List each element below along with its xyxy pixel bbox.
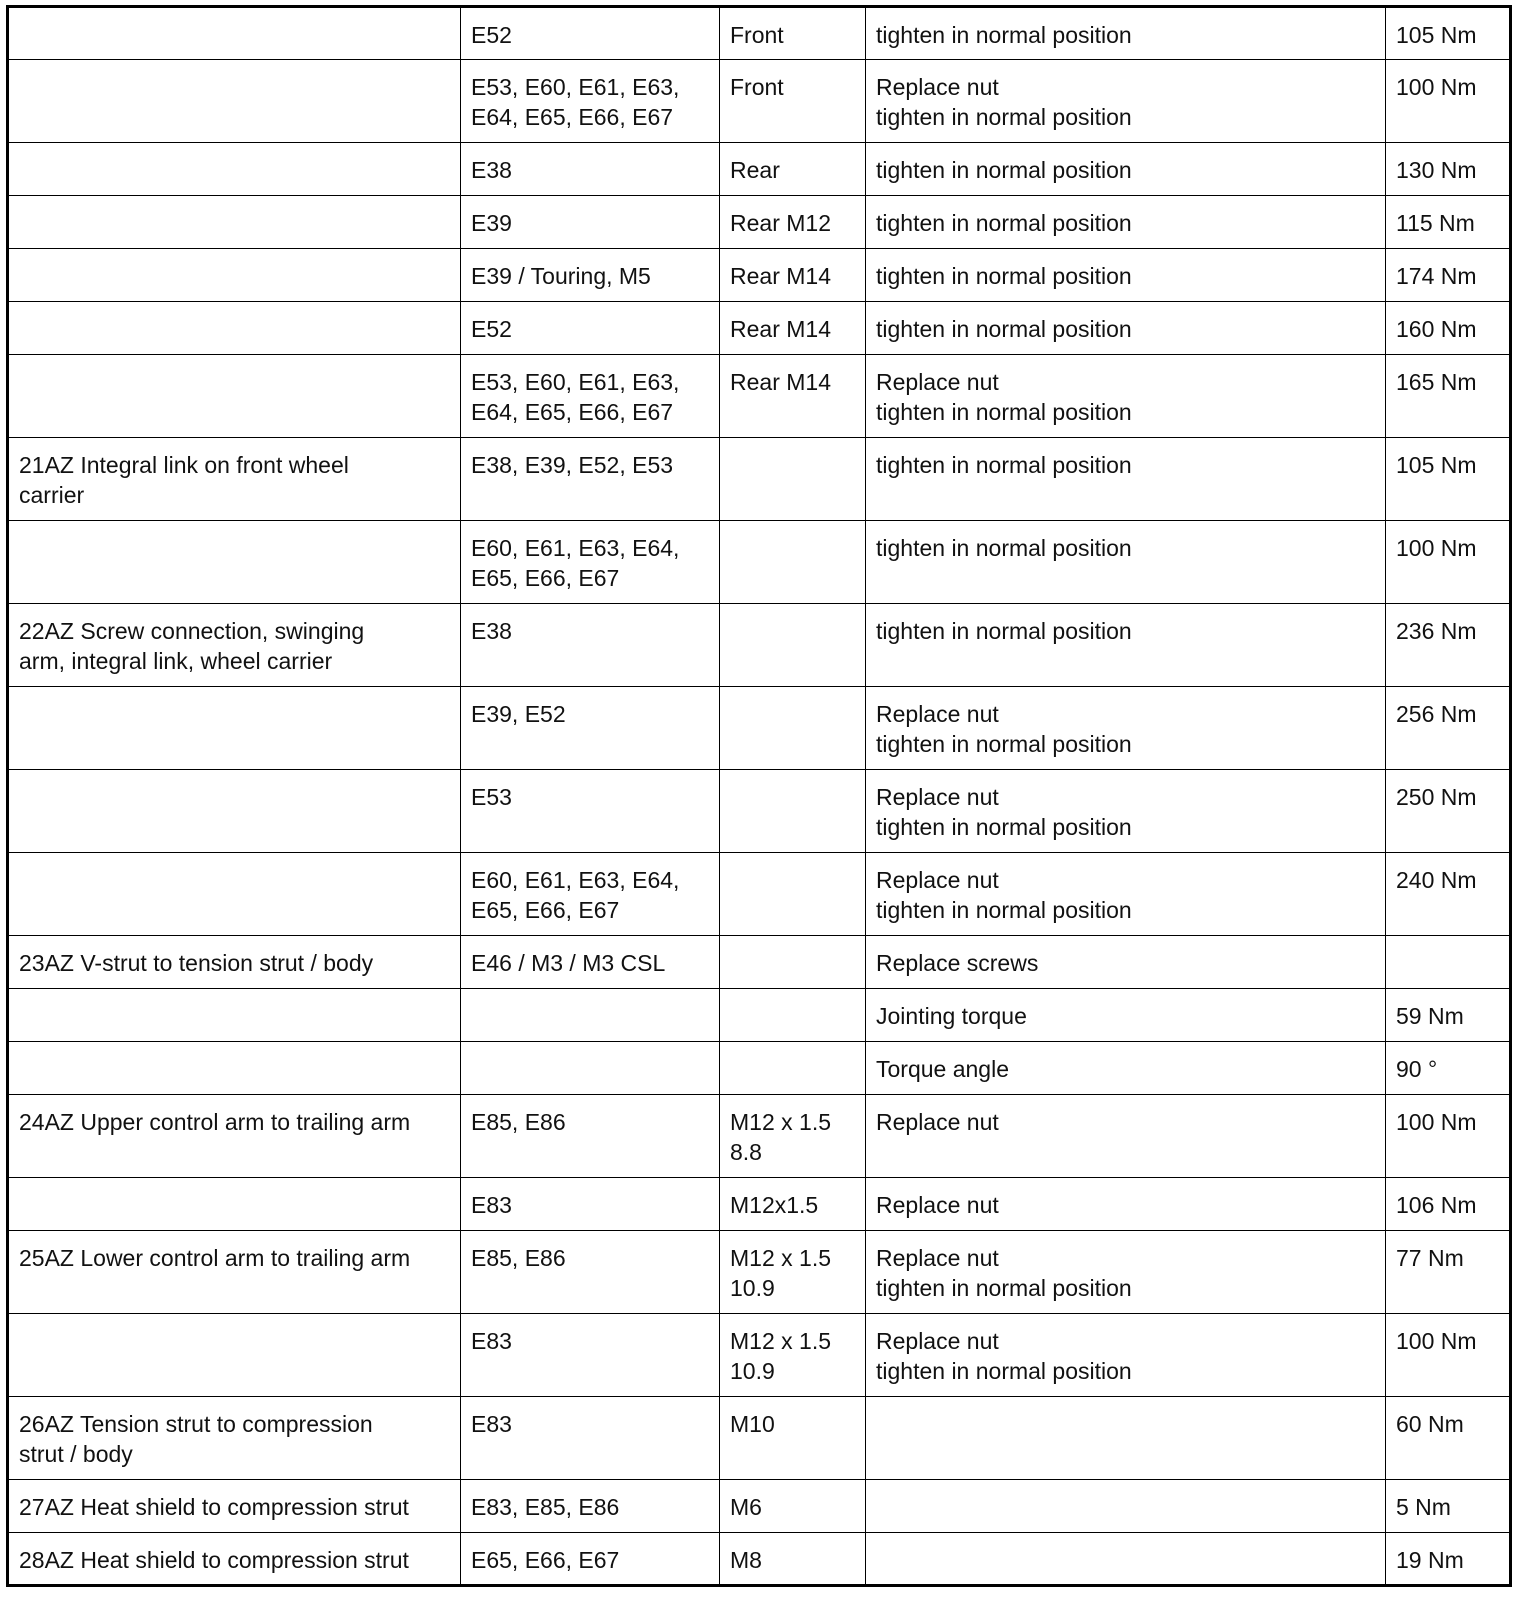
instruction-cell: Replace nut tighten in normal position bbox=[866, 60, 1386, 143]
position-cell bbox=[720, 989, 866, 1042]
item-cell: 25AZ Lower control arm to trailing arm bbox=[8, 1231, 461, 1314]
torque-value-cell: 174 Nm bbox=[1386, 249, 1511, 302]
table-row bbox=[8, 1178, 1511, 1231]
instruction-cell: Replace nut bbox=[866, 1095, 1386, 1178]
position-cell: M12 x 1.5 8.8 bbox=[720, 1095, 866, 1178]
torque-value-cell: 77 Nm bbox=[1386, 1231, 1511, 1314]
torque-value-cell: 115 Nm bbox=[1386, 196, 1511, 249]
torque-value-cell: 236 Nm bbox=[1386, 604, 1511, 687]
item-cell bbox=[8, 196, 461, 249]
position-cell: Rear M14 bbox=[720, 355, 866, 438]
position-cell bbox=[720, 521, 866, 604]
item-cell bbox=[8, 60, 461, 143]
position-cell: Rear M12 bbox=[720, 196, 866, 249]
models-cell: E39 / Touring, M5 bbox=[461, 249, 720, 302]
table-row bbox=[8, 60, 1511, 143]
position-cell bbox=[720, 1042, 866, 1095]
models-cell: E65, E66, E67 bbox=[461, 1533, 720, 1586]
instruction-cell: Replace nut tighten in normal position bbox=[866, 1231, 1386, 1314]
instruction-cell: Replace nut tighten in normal position bbox=[866, 687, 1386, 770]
instruction-cell: Replace screws bbox=[866, 936, 1386, 989]
position-cell bbox=[720, 438, 866, 521]
torque-value-cell: 100 Nm bbox=[1386, 1095, 1511, 1178]
models-cell: E60, E61, E63, E64, E65, E66, E67 bbox=[461, 853, 720, 936]
torque-value-cell: 100 Nm bbox=[1386, 60, 1511, 143]
position-cell: Rear M14 bbox=[720, 302, 866, 355]
torque-value-cell: 106 Nm bbox=[1386, 1178, 1511, 1231]
models-cell bbox=[461, 989, 720, 1042]
models-cell: E85, E86 bbox=[461, 1231, 720, 1314]
item-cell bbox=[8, 355, 461, 438]
item-cell bbox=[8, 521, 461, 604]
instruction-cell: Replace nut tighten in normal position bbox=[866, 1314, 1386, 1397]
item-cell bbox=[8, 1178, 461, 1231]
table-row bbox=[8, 249, 1511, 302]
table-row bbox=[8, 1480, 1511, 1533]
table-row bbox=[8, 1231, 1511, 1314]
models-cell: E85, E86 bbox=[461, 1095, 720, 1178]
models-cell: E39 bbox=[461, 196, 720, 249]
instruction-cell bbox=[866, 1397, 1386, 1480]
position-cell: M10 bbox=[720, 1397, 866, 1480]
item-cell: 23AZ V-strut to tension strut / body bbox=[8, 936, 461, 989]
position-cell: Front bbox=[720, 7, 866, 60]
models-cell: E60, E61, E63, E64, E65, E66, E67 bbox=[461, 521, 720, 604]
item-cell bbox=[8, 770, 461, 853]
instruction-cell: tighten in normal position bbox=[866, 249, 1386, 302]
table-row bbox=[8, 1397, 1511, 1480]
torque-value-cell: 160 Nm bbox=[1386, 302, 1511, 355]
item-cell bbox=[8, 143, 461, 196]
instruction-cell: Replace nut bbox=[866, 1178, 1386, 1231]
position-cell: M8 bbox=[720, 1533, 866, 1586]
item-cell bbox=[8, 687, 461, 770]
models-cell: E83 bbox=[461, 1314, 720, 1397]
instruction-cell: tighten in normal position bbox=[866, 521, 1386, 604]
position-cell: Rear bbox=[720, 143, 866, 196]
torque-value-cell: 100 Nm bbox=[1386, 521, 1511, 604]
item-cell: 24AZ Upper control arm to trailing arm bbox=[8, 1095, 461, 1178]
torque-value-cell: 105 Nm bbox=[1386, 7, 1511, 60]
instruction-cell: Replace nut tighten in normal position bbox=[866, 770, 1386, 853]
item-cell bbox=[8, 302, 461, 355]
instruction-cell: tighten in normal position bbox=[866, 302, 1386, 355]
torque-value-cell bbox=[1386, 936, 1511, 989]
torque-value-cell: 59 Nm bbox=[1386, 989, 1511, 1042]
torque-value-cell: 19 Nm bbox=[1386, 1533, 1511, 1586]
position-cell: Front bbox=[720, 60, 866, 143]
position-cell: Rear M14 bbox=[720, 249, 866, 302]
table-row bbox=[8, 1314, 1511, 1397]
torque-value-cell: 5 Nm bbox=[1386, 1480, 1511, 1533]
position-cell bbox=[720, 604, 866, 687]
position-cell bbox=[720, 936, 866, 989]
torque-value-cell: 240 Nm bbox=[1386, 853, 1511, 936]
item-cell: 26AZ Tension strut to compression strut / body bbox=[8, 1397, 461, 1480]
table-row bbox=[8, 302, 1511, 355]
table-row bbox=[8, 7, 1511, 60]
position-cell bbox=[720, 770, 866, 853]
models-cell: E53, E60, E61, E63, E64, E65, E66, E67 bbox=[461, 60, 720, 143]
models-cell: E38 bbox=[461, 604, 720, 687]
torque-value-cell: 105 Nm bbox=[1386, 438, 1511, 521]
models-cell: E83 bbox=[461, 1397, 720, 1480]
position-cell: M12 x 1.5 10.9 bbox=[720, 1231, 866, 1314]
torque-spec-table bbox=[6, 5, 1512, 1587]
item-cell bbox=[8, 1042, 461, 1095]
table-row bbox=[8, 770, 1511, 853]
table-row bbox=[8, 143, 1511, 196]
torque-value-cell: 60 Nm bbox=[1386, 1397, 1511, 1480]
instruction-cell: tighten in normal position bbox=[866, 438, 1386, 521]
instruction-cell: tighten in normal position bbox=[866, 196, 1386, 249]
item-cell: 21AZ Integral link on front wheel carrier bbox=[8, 438, 461, 521]
models-cell: E53, E60, E61, E63, E64, E65, E66, E67 bbox=[461, 355, 720, 438]
table-row bbox=[8, 853, 1511, 936]
instruction-cell: tighten in normal position bbox=[866, 143, 1386, 196]
models-cell: E83 bbox=[461, 1178, 720, 1231]
torque-value-cell: 90 ° bbox=[1386, 1042, 1511, 1095]
instruction-cell: Torque angle bbox=[866, 1042, 1386, 1095]
instruction-cell: Jointing torque bbox=[866, 989, 1386, 1042]
item-cell: 22AZ Screw connection, swinging arm, integral link, wheel carrier bbox=[8, 604, 461, 687]
instruction-cell bbox=[866, 1533, 1386, 1586]
models-cell: E83, E85, E86 bbox=[461, 1480, 720, 1533]
table-row bbox=[8, 1533, 1511, 1586]
table-row bbox=[8, 1095, 1511, 1178]
item-cell bbox=[8, 853, 461, 936]
models-cell: E39, E52 bbox=[461, 687, 720, 770]
table-row bbox=[8, 521, 1511, 604]
table-row bbox=[8, 196, 1511, 249]
item-cell: 27AZ Heat shield to compression strut bbox=[8, 1480, 461, 1533]
table-row bbox=[8, 438, 1511, 521]
models-cell: E38, E39, E52, E53 bbox=[461, 438, 720, 521]
item-cell: 28AZ Heat shield to compression strut bbox=[8, 1533, 461, 1586]
models-cell: E46 / M3 / M3 CSL bbox=[461, 936, 720, 989]
position-cell bbox=[720, 687, 866, 770]
models-cell bbox=[461, 1042, 720, 1095]
torque-value-cell: 256 Nm bbox=[1386, 687, 1511, 770]
position-cell bbox=[720, 853, 866, 936]
torque-value-cell: 250 Nm bbox=[1386, 770, 1511, 853]
models-cell: E53 bbox=[461, 770, 720, 853]
instruction-cell: tighten in normal position bbox=[866, 604, 1386, 687]
item-cell bbox=[8, 1314, 461, 1397]
table-row bbox=[8, 1042, 1511, 1095]
table-row bbox=[8, 687, 1511, 770]
position-cell: M12 x 1.5 10.9 bbox=[720, 1314, 866, 1397]
instruction-cell: Replace nut tighten in normal position bbox=[866, 853, 1386, 936]
table-row bbox=[8, 355, 1511, 438]
models-cell: E52 bbox=[461, 302, 720, 355]
torque-value-cell: 100 Nm bbox=[1386, 1314, 1511, 1397]
instruction-cell: Replace nut tighten in normal position bbox=[866, 355, 1386, 438]
table-row bbox=[8, 936, 1511, 989]
position-cell: M12x1.5 bbox=[720, 1178, 866, 1231]
instruction-cell bbox=[866, 1480, 1386, 1533]
table-row bbox=[8, 604, 1511, 687]
torque-value-cell: 165 Nm bbox=[1386, 355, 1511, 438]
instruction-cell: tighten in normal position bbox=[866, 7, 1386, 60]
item-cell bbox=[8, 7, 461, 60]
models-cell: E52 bbox=[461, 7, 720, 60]
item-cell bbox=[8, 249, 461, 302]
torque-value-cell: 130 Nm bbox=[1386, 143, 1511, 196]
position-cell: M6 bbox=[720, 1480, 866, 1533]
table-row bbox=[8, 989, 1511, 1042]
item-cell bbox=[8, 989, 461, 1042]
models-cell: E38 bbox=[461, 143, 720, 196]
